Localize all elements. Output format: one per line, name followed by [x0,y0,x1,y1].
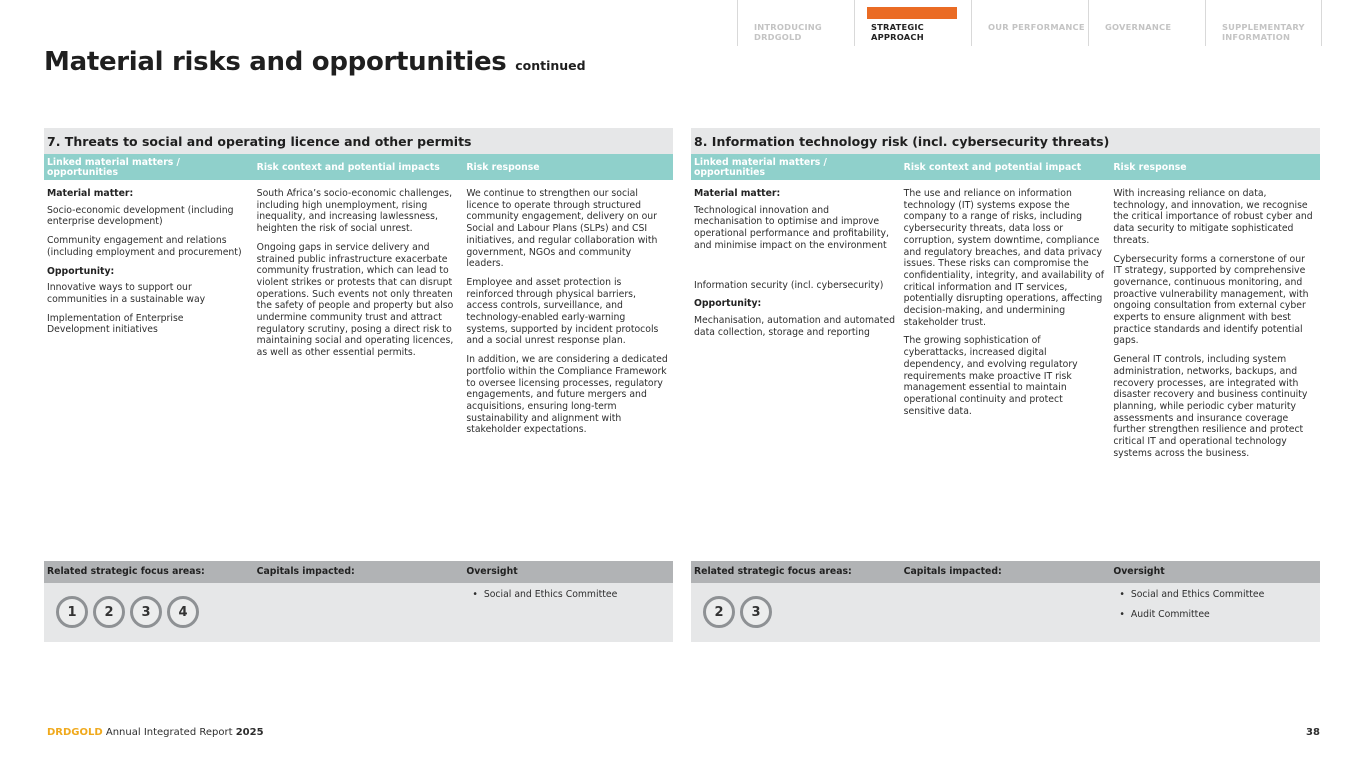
context-paragraph: South Africa’s socio-economic challenges, including high unemployment, rising inequality, and increasing lawlessness, heighten the risk of social unrest. [256,188,453,235]
panel-footer-headers [691,561,1320,583]
material-matter-item: Community engagement and relations (including employment and procurement) [47,235,242,258]
focus-area-badge: 3 [740,596,772,628]
brand-name: DRDGOLD [47,727,103,738]
context-paragraph: Ongoing gaps in service delivery and strained public infrastructure exacerbate community frustration, which can lead to violent strikes or protests that can disrupt operations. Such events not only threaten the safety of people and property but also undermine community trust and attract regulatory scrutiny, posing a direct risk to maintaining social and operating licences, as well as other essential permits. [256,241,454,359]
top-navigation [737,0,1322,46]
column-header-matters: Linked material matters / opportunities [47,156,180,178]
page-title-suffix: continued [515,58,586,73]
context-paragraph: The use and reliance on information technology (IT) systems expose the company to a range of risks, including cybersecurity threats, data loss or corruption, system downtime, compliance and regulatory breaches, and data privacy issues. These risks can compromise the confidentiality, integrity, and availability of critical information and IT services, potentially disrupting operations, affecting decision-making, and undermining stakeholder trust. [903,188,1105,328]
nav-tab-label: OUR PERFORMANCE [988,22,1085,32]
page-title [44,47,586,77]
focus-areas-header: Related strategic focus areas: [47,566,205,577]
risk-heading: 7. Threats to social and operating licence and other permits [44,128,673,154]
nav-tab-strategic-approach[interactable] [854,0,971,46]
nav-tab-label: STRATEGIC APPROACH [871,22,924,42]
column-header-matters: Linked material matters / opportunities [694,156,827,178]
material-matters-column [44,180,254,561]
focus-area-badge: 2 [703,596,735,628]
risk-panel-7 [44,128,673,643]
column-header-context: Risk context and potential impacts [256,161,440,173]
capitals-header: Capitals impacted: [903,566,1002,577]
response-paragraph: Employee and asset protection is reinforced through physical barriers, access controls, surveillance, and technology-enabled early-warning systems, supported by incident protocols and a social unrest response plan. [466,276,659,347]
response-paragraph: In addition, we are considering a dedicated portfolio within the Compliance Framework to oversee licensing processes, regulatory engagements, and future mergers and acquisitions, ensuring long-term sustainability and alignment with stakeholder expectations. [466,354,668,436]
nav-tab-supplementary[interactable] [1205,0,1322,46]
nav-tab-label: INTRODUCING DRDGOLD [754,22,822,42]
opportunity-item: Implementation of Enterprise Development initiatives [47,312,184,336]
risk-response-column [463,180,673,561]
focus-areas [44,583,254,642]
column-header-response: Risk response [466,161,540,173]
response-paragraph: Cybersecurity forms a cornerstone of our IT strategy, supported by comprehensive governance, continuous monitoring, and proactive vulnerability management, with ongoing consultation from external cyber experts to ensure alignment with best practice standards and identify potential gaps. [1113,253,1309,347]
opportunity-item: Innovative ways to support our communities in a sustainable way [47,282,206,305]
risk-panel-8 [691,128,1320,643]
risk-body [691,180,1320,561]
panel-footer-headers [44,561,673,583]
risk-body [44,180,673,561]
report-year: 2025 [235,727,264,738]
oversight-item: • Audit Committee [1119,609,1320,620]
material-matter-item: Information security (incl. cybersecurity) [694,279,884,291]
page-title-text: Material risks and opportunities [44,47,507,77]
focus-area-badge: 2 [93,596,125,628]
nav-tab-our-performance[interactable] [971,0,1088,46]
oversight [1110,583,1320,642]
focus-areas [691,583,901,642]
risk-context-column [901,180,1111,561]
risk-heading: 8. Information technology risk (incl. cybersecurity threats) [691,128,1320,154]
capitals-impacted [901,583,1111,642]
opportunity-label: Opportunity: [694,298,762,310]
response-paragraph: We continue to strengthen our social licence to operate through structured community engagement, delivery on our Social and Labour Plans (SLPs) and CSI initiatives, and regular collaboration with government, NGOs and community leaders. [466,188,658,270]
nav-tab-label: GOVERNANCE [1105,22,1172,32]
opportunity-item: Mechanisation, automation and automated data collection, storage and reporting [694,314,896,338]
focus-areas-header: Related strategic focus areas: [694,566,852,577]
focus-area-badge: 4 [167,596,199,628]
report-footer [47,727,264,738]
nav-tab-introducing[interactable] [737,0,854,46]
material-matter-label: Material matter: [47,188,134,199]
column-header-context: Risk context and potential impact [903,161,1082,173]
oversight-item: • Social and Ethics Committee [472,589,673,600]
capitals-header: Capitals impacted: [256,566,355,577]
panel-footer-body [44,583,673,642]
panel-footer-body [691,583,1320,642]
focus-area-badge: 3 [130,596,162,628]
material-matter-item: Technological innovation and mechanisation to optimise and improve operational performance and profitability, and minimise impact on the environment [694,204,889,251]
oversight-header: Oversight [466,566,518,577]
nav-tab-governance[interactable] [1088,0,1205,46]
oversight-header: Oversight [1113,566,1165,577]
response-paragraph: With increasing reliance on data, technology, and innovation, we recognise the critical importance of robust cyber and data security to mitigate sophisticated threats. [1113,188,1313,246]
oversight-item: • Social and Ethics Committee [1119,589,1320,600]
column-header-response: Risk response [1113,161,1187,173]
material-matters-column [691,180,901,561]
opportunity-label: Opportunity: [47,265,115,277]
oversight [463,583,673,642]
risk-response-column [1110,180,1320,561]
focus-area-badge: 1 [56,596,88,628]
context-paragraph: The growing sophistication of cyberattacks, increased digital dependency, and evolving regulatory requirements make proactive IT risk management essential to maintain operational continuity and protect sensitive data. [903,335,1078,417]
report-name: Annual Integrated Report [105,727,233,738]
page-number: 38 [1306,727,1320,738]
nav-tab-label: SUPPLEMENTARY INFORMATION [1222,22,1305,42]
response-paragraph: General IT controls, including system administration, networks, backups, and recovery processes, are integrated with disaster recovery and business continuity planning, while periodic cyber maturity assessments and insurance coverage further strengthen resilience and protect critical IT and operational technology systems across the business. [1113,354,1308,459]
capitals-impacted [254,583,464,642]
material-matter-item: Socio-economic development (including enterprise development) [47,204,234,228]
material-matter-label: Material matter: [694,188,781,199]
risk-context-column [254,180,464,561]
active-tab-indicator [867,7,957,19]
column-headers [44,154,673,180]
column-headers [691,154,1320,180]
